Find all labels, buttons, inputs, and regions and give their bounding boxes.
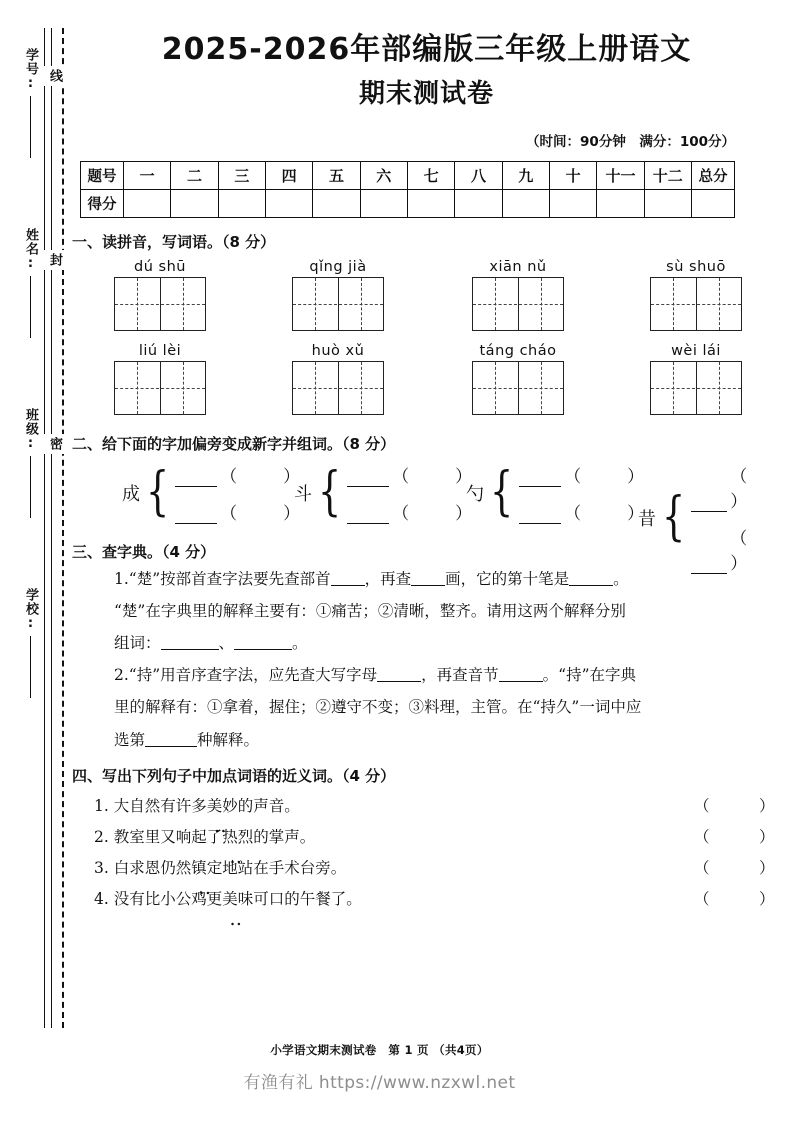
exam-sheet [72,0,793,1122]
sidebar-field-school[interactable] [10,588,40,698]
pinyin-item-1 [114,258,206,331]
score-cell-10[interactable] [549,189,596,217]
radical-base-char: 昔 [638,508,656,530]
radical-word-paren[interactable]: （ ） [392,503,473,523]
radical-word-paren[interactable]: （） [730,466,748,511]
section-four-heading: 四、写出下列句子中加点词语的近义词。（4 分） [72,766,396,785]
tianzige-cell[interactable] [651,278,696,330]
synonym-sentence-3 [94,856,793,887]
sentence-dotted-word: 美味 ‥ [222,890,253,908]
sidebar-field-label: 班级: [23,408,38,452]
pinyin-item-2 [292,258,384,331]
tianzige-cell[interactable] [518,278,564,330]
score-col-11: 十一 [597,161,644,189]
tianzige-box[interactable] [650,277,742,331]
score-col-4: 四 [265,161,312,189]
score-cell-total[interactable] [692,189,735,217]
pinyin-label: liú lèi [138,342,182,359]
score-cell-4[interactable] [265,189,312,217]
seal-word-feng: 封 [38,250,64,270]
q2-text-select-tail: 种解释。 [197,730,260,749]
answer-paren-left[interactable]: （ [694,890,710,908]
section-three-q2-line3 [114,725,793,755]
sentence-number: 3. [94,858,109,877]
radical-word-paren[interactable]: （ ） [220,466,301,486]
sidebar-field-blank[interactable] [30,456,31,518]
q1-zuci-end: 。 [292,634,308,653]
score-table [80,161,735,218]
section-four-list [72,794,793,918]
q1-blank-radical[interactable] [331,570,365,586]
tianzige-box[interactable] [292,277,384,331]
radical-item-3 [466,462,644,524]
score-table-row-label-score: 得分 [81,189,124,217]
tianzige-cell[interactable] [115,362,160,414]
brace-glyph: { [317,462,342,523]
radical-word-paren[interactable]: （ ） [392,466,473,486]
sentence-dotted-word: 镇定 ‥ [191,859,222,877]
pinyin-label: qǐng jià [309,258,367,275]
radical-answer-lines [347,462,472,524]
sentence-text [94,825,315,847]
sentence-before: 白求恩仍然 [113,858,192,877]
section-three-heading: 三、查字典。（4 分） [72,542,216,561]
score-col-5: 五 [313,161,360,189]
tianzige-cell[interactable] [473,278,518,330]
pinyin-label: wèi lái [671,342,721,359]
score-cell-2[interactable] [171,189,218,217]
answer-paren-left[interactable]: （ [694,828,710,846]
pinyin-item-7 [472,342,564,415]
tianzige-box[interactable] [650,361,742,415]
score-col-12: 十二 [644,161,691,189]
radical-base-char: 成 [122,483,140,505]
q2-text-select: 选第 [114,730,146,749]
score-table-row-label-number: 题号 [81,161,124,189]
radical-new-char-blank[interactable] [175,510,217,524]
sidebar-field-label: 姓名: [23,228,38,272]
radical-new-char-blank[interactable] [519,510,561,524]
radical-answer-lines [691,462,793,574]
sidebar-field-blank[interactable] [30,96,31,158]
score-cell-12[interactable] [644,189,691,217]
radical-answer-line [175,499,300,524]
sentence-before: 大自然有许多 [113,796,207,815]
tianzige-box[interactable] [292,361,384,415]
section-three-q1-line3 [114,628,793,658]
tianzige-cell[interactable] [473,362,518,414]
score-col-7: 七 [407,161,454,189]
score-col-10: 十 [549,161,596,189]
sidebar-field-blank[interactable] [30,636,31,698]
seal-dashed-line [62,28,64,1028]
sentence-after: 可口的午餐了。 [253,889,362,908]
seal-line-inner [51,28,52,1028]
q2-text-part3: 。“持”在字典 [542,666,637,685]
tianzige-cell[interactable] [115,278,160,330]
q1-text-part1: 1.“楚”按部首查字法要先查部首 [114,569,331,588]
radical-answer-line [519,462,644,487]
tianzige-cell[interactable] [518,362,564,414]
tianzige-cell[interactable] [293,362,338,414]
pinyin-row-2 [72,342,793,420]
pinyin-item-6 [292,342,384,415]
tianzige-cell[interactable] [696,362,742,414]
score-col-3: 三 [218,161,265,189]
score-cell-1[interactable] [124,189,171,217]
tianzige-cell[interactable] [338,362,384,414]
seal-word-xian: 线 [38,66,64,86]
score-cell-3[interactable] [218,189,265,217]
pinyin-item-3 [472,258,564,331]
radical-answer-lines [175,462,300,524]
pinyin-row-1 [72,258,793,336]
answer-paren-right[interactable]: ） [759,859,775,877]
sentence-number: 2. [94,827,109,846]
site-watermark: 有渔有礼 https://www.nzxwl.net [243,1073,516,1093]
sentence-dotted-word: 热烈 ‥ [222,828,253,846]
score-col-1: 一 [124,161,171,189]
section-three-q2-line2: 里的解释有：①拿着，握住；②遵守不变；③料理，主管。在“持久”一词中应 [114,698,642,717]
q2-blank-capital-letter[interactable] [377,666,421,682]
score-col-8: 八 [455,161,502,189]
section-two-heading: 二、给下面的字加偏旁变成新字并组词。（8 分） [72,434,396,453]
radical-new-char-blank[interactable] [691,560,727,574]
sentence-number: 4. [94,889,109,908]
pinyin-item-5 [114,342,206,415]
radical-answer-line [691,524,793,574]
sidebar-field-class[interactable] [10,408,40,518]
answer-paren-left[interactable]: （ [694,859,710,877]
section-three-q1-line2: “楚”在字典里的解释主要有：①痛苦；②清晰，整齐。请用这两个解释分别 [114,601,626,620]
tianzige-cell[interactable] [696,278,742,330]
tianzige-cell[interactable] [651,362,696,414]
section-three-q2-line1 [94,660,793,690]
radical-new-char-blank[interactable] [519,473,561,487]
brace-glyph: { [489,462,514,523]
sentence-number: 1. [94,796,109,815]
section-one-heading: 一、读拼音，写词语。（8 分） [72,232,276,251]
radical-base-char: 勺 [466,483,484,505]
tianzige-box[interactable] [472,277,564,331]
radical-word-paren[interactable]: （） [730,528,748,573]
sidebar-field-name[interactable] [10,228,40,338]
sentence-text [94,856,346,878]
radical-new-char-blank[interactable] [175,473,217,487]
radical-item-4 [638,462,793,574]
q1-blank-strokes[interactable] [411,570,445,586]
sidebar-field-student-id[interactable] [10,48,40,158]
page-footer: 小学语文期末测试卷 第 1 页 （共4页） [270,1043,489,1057]
score-cell-5[interactable] [313,189,360,217]
sentence-before: 没有比小公鸡更 [113,889,223,908]
q1-text-part4: 。 [613,569,629,588]
page-title-line2: 期末测试卷 [358,78,494,109]
radical-base-char: 斗 [294,483,312,505]
tianzige-cell[interactable] [160,362,206,414]
radical-answer-line [175,462,300,487]
answer-paren-right[interactable]: ） [759,797,775,815]
q1-blank-word-2[interactable] [234,634,292,650]
pinyin-label: sù shuō [666,258,726,275]
radical-new-char-blank[interactable] [347,473,389,487]
radical-item-1 [122,462,300,524]
score-table-header-row [81,161,735,189]
tianzige-box[interactable] [472,361,564,415]
exam-meta-info: （时间：90分钟 满分：100分） [526,133,735,150]
radical-answer-lines [519,462,644,524]
score-col-2: 二 [171,161,218,189]
pinyin-label: huò xǔ [311,342,365,359]
q2-blank-meaning-number[interactable] [145,731,197,747]
answer-paren-right[interactable]: ） [759,890,775,908]
score-cell-11[interactable] [597,189,644,217]
sentence-dotted-word: 美妙 ‥ [207,797,238,815]
score-cell-6[interactable] [360,189,407,217]
radical-answer-line [347,462,472,487]
radical-new-char-blank[interactable] [347,510,389,524]
score-col-9: 九 [502,161,549,189]
synonym-sentence-1 [94,794,793,825]
seal-word-mi: 密 [38,434,64,454]
tianzige-cell[interactable] [293,278,338,330]
score-col-total: 总分 [692,161,735,189]
pinyin-label: xiān nǔ [489,258,547,275]
tianzige-cell[interactable] [160,278,206,330]
q1-text-part3: 画，它的第十笔是 [445,569,570,588]
sidebar-field-blank[interactable] [30,276,31,338]
q2-text-part2: ，再查音节 [421,666,499,685]
pinyin-label: táng cháo [479,342,557,359]
score-col-6: 六 [360,161,407,189]
synonym-sentence-4 [94,887,793,918]
answer-paren-left[interactable]: （ [694,797,710,815]
sidebar-field-label: 学号: [23,48,38,92]
sentence-before: 教室里又响起了 [113,827,223,846]
sentence-after: 的掌声。 [253,827,316,846]
sentence-after: 的声音。 [237,796,300,815]
radical-word-paren[interactable]: （ ） [220,503,301,523]
answer-paren-right[interactable]: ） [759,828,775,846]
q1-zuci-sep: 、 [218,634,235,653]
q1-zuci-label: 组词： [114,634,161,653]
sealing-sidebar [0,28,72,1028]
pinyin-label: dú shū [134,258,186,275]
radical-item-2 [294,462,472,524]
brace-glyph: { [145,462,170,523]
score-cell-7[interactable] [407,189,454,217]
tianzige-cell[interactable] [338,278,384,330]
radical-new-char-blank[interactable] [691,498,727,512]
brace-glyph: { [661,487,686,548]
pinyin-item-4 [650,258,742,331]
sentence-after: 地站在手术台旁。 [222,858,347,877]
pinyin-item-8 [650,342,742,415]
radical-word-paren[interactable]: （ ） [564,466,645,486]
tianzige-box[interactable] [114,277,206,331]
radical-answer-line [347,499,472,524]
q1-blank-word-1[interactable] [161,634,219,650]
seal-line-outer [44,28,45,1028]
page-title-line1: 2025-2026年部编版三年级上册语文 [161,32,692,67]
q1-text-part2: ，再查 [364,569,412,588]
radical-answer-line [691,462,793,512]
synonym-sentence-2 [94,825,793,856]
sidebar-field-label: 学校: [23,588,38,632]
sentence-text [94,794,300,816]
sentence-text [94,887,362,909]
q2-text-part1: 2.“持”用音序查字法，应先查大写字母 [114,666,378,685]
score-cell-9[interactable] [502,189,549,217]
radical-answer-line [519,499,644,524]
tianzige-box[interactable] [114,361,206,415]
q2-blank-syllable[interactable] [499,666,543,682]
score-cell-8[interactable] [455,189,502,217]
radical-word-paren[interactable]: （ ） [564,503,645,523]
score-table-score-row [81,189,735,217]
q1-blank-tenth-stroke[interactable] [569,570,613,586]
